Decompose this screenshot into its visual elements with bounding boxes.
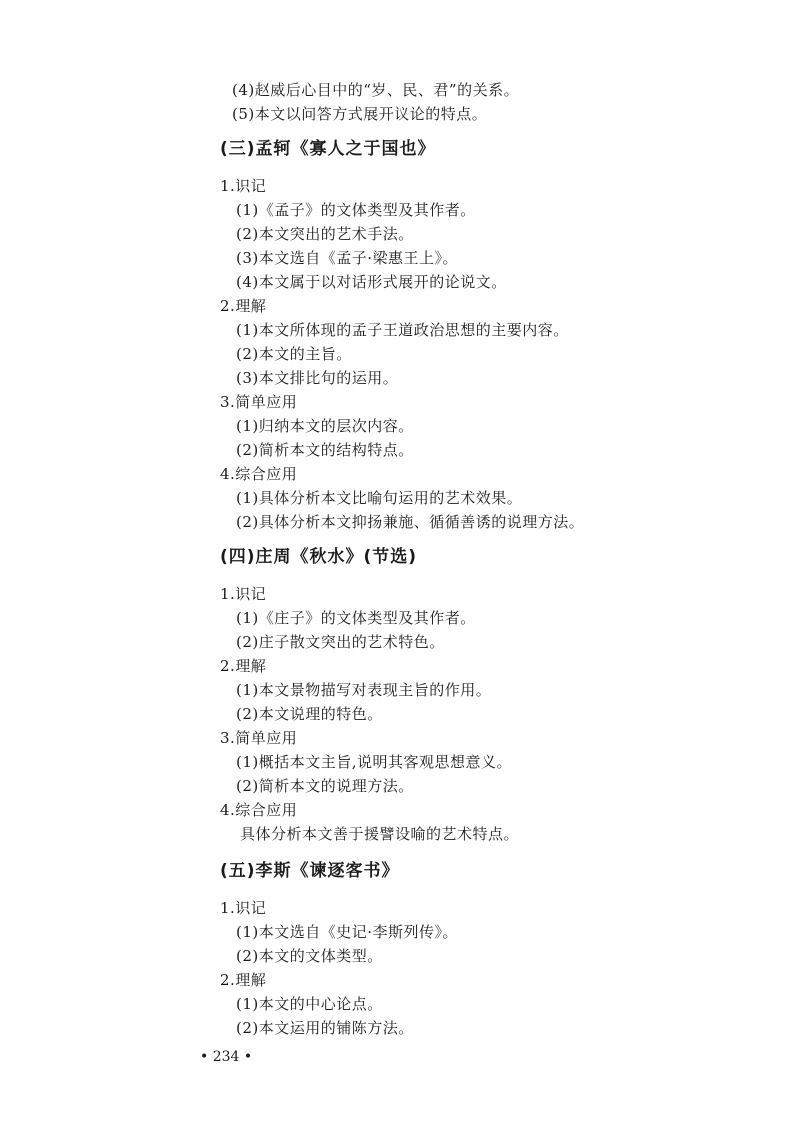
group-label: 1.识记 [220,585,267,603]
group-label: 1.识记 [220,899,267,917]
list-item: (1)《庄子》的文体类型及其作者。 [236,609,476,627]
list-item: (2)简析本文的结构特点。 [236,441,414,459]
list-item: (2)庄子散文突出的艺术特色。 [236,633,445,651]
list-item: (3)本文选自《孟子·梁惠王上》。 [236,249,459,267]
list-item: (3)本文排比句的运用。 [236,369,399,387]
section-heading: (五)李斯《谏逐客书》 [220,861,400,881]
group-label: 2.理解 [220,971,267,989]
group-label: 3.简单应用 [220,729,298,747]
list-item: (4)赵威后心目中的“岁、民、君”的关系。 [232,81,520,99]
list-item: (1)本文景物描写对表现主旨的作用。 [236,681,492,699]
list-item: (1)《孟子》的文体类型及其作者。 [236,201,476,219]
list-item: 具体分析本文善于援譬设喻的艺术特点。 [240,825,520,843]
list-item: (1)具体分析本文比喻句运用的艺术效果。 [236,489,523,507]
group-label: 3.简单应用 [220,393,298,411]
list-item: (2)本文突出的艺术手法。 [236,225,414,243]
list-item: (1)本文的中心论点。 [236,995,383,1013]
list-item: (2)本文说理的特色。 [236,705,383,723]
group-label: 1.识记 [220,177,267,195]
list-item: (2)本文运用的铺陈方法。 [236,1019,414,1037]
list-item: (2)简析本文的说理方法。 [236,777,414,795]
list-item: (4)本文属于以对话形式展开的论说文。 [236,273,507,291]
list-item: (2)具体分析本文抑扬兼施、循循善诱的说理方法。 [236,513,585,531]
section-heading: (三)孟轲《寡人之于国也》 [220,139,436,159]
list-item: (1)本文所体现的孟子王道政治思想的主要内容。 [236,321,569,339]
group-label: 2.理解 [220,297,267,315]
page-number: • 234 • [200,1049,253,1065]
list-item: (5)本文以问答方式展开议论的特点。 [232,105,488,123]
group-label: 4.综合应用 [220,465,298,483]
section-heading: (四)庄周《秋水》(节选) [220,547,418,567]
list-item: (1)概括本文主旨,说明其客观思想意义。 [236,753,513,771]
list-item: (1)本文选自《史记·李斯列传》。 [236,923,459,941]
list-item: (2)本文的文体类型。 [236,947,383,965]
group-label: 4.综合应用 [220,801,298,819]
list-item: (2)本文的主旨。 [236,345,352,363]
list-item: (1)归纳本文的层次内容。 [236,417,414,435]
group-label: 2.理解 [220,657,267,675]
